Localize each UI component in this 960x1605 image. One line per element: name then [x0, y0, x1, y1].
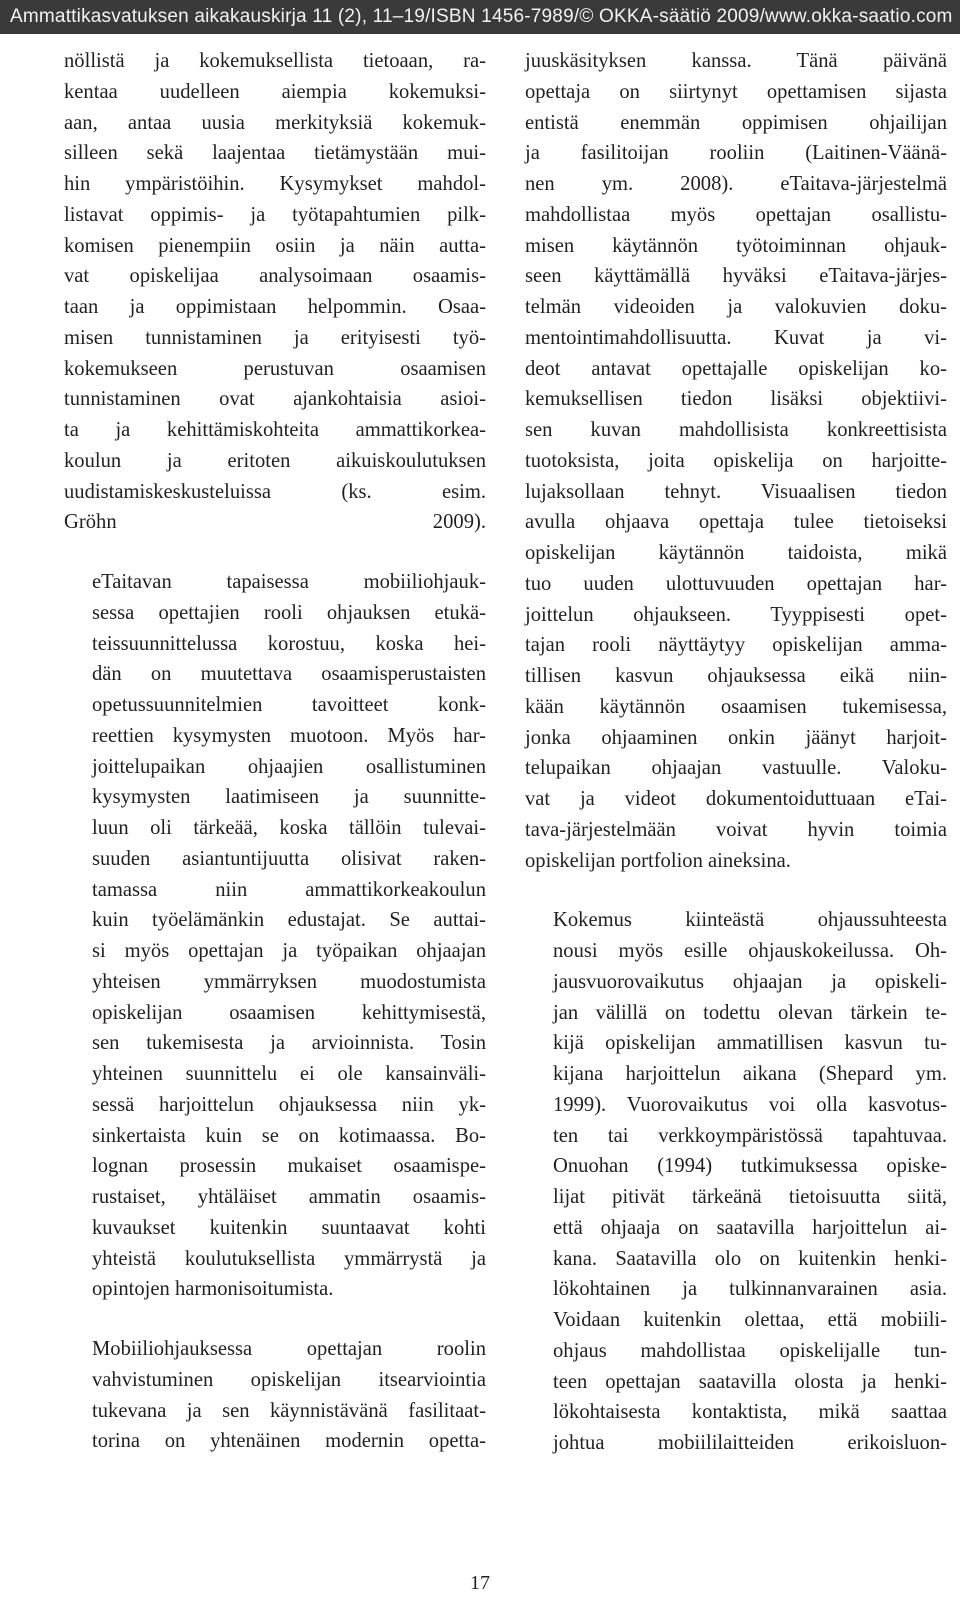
- text-line: opetussuunnitelmien tavoitteet konk-: [92, 694, 486, 716]
- text-line: telmän videoiden ja valokuvien doku-: [525, 296, 947, 318]
- left-column: [64, 46, 486, 1457]
- text-line: jonka ohjaaminen onkin jäänyt harjoit-: [525, 726, 947, 749]
- text-line: ten tai verkkoympäristössä tapahtuvaa.: [553, 1124, 947, 1147]
- text-line: opiskelijan käytännön taidoista, mikä: [525, 542, 947, 564]
- text-line: kijana harjoittelun aikana (Shepard ym.: [553, 1063, 947, 1085]
- text-line: kuvaukset kuitenkin suuntaavat kohti: [92, 1216, 486, 1239]
- text-line: dän on muutettava osaamisperustaisten: [92, 663, 486, 686]
- text-line: lökohtaisesta kontaktista, mikä saattaa: [553, 1401, 947, 1424]
- text-line: misen käytännön työtoiminnan ohjauk-: [525, 234, 947, 257]
- text-line: rustaiset, yhtäläiset ammatin osaamis-: [92, 1186, 486, 1208]
- text-line: Onuohan (1994) tutkimuksessa opiske-: [553, 1155, 947, 1178]
- text-line: opintojen harmonisoitumista.: [92, 1278, 334, 1301]
- text-line: hin ympäristöihin. Kysymykset mahdol-: [64, 173, 486, 195]
- left-paragraph-3: [64, 1334, 486, 1457]
- text-line: joittelun ohjaukseen. Tyyppisesti opet-: [525, 603, 947, 626]
- text-line: johtua mobiililaitteiden erikoisluon-: [553, 1432, 947, 1454]
- text-line: taan ja oppimistaan helpommin. Osaa-: [64, 296, 486, 318]
- journal-header: Ammattikasvatuksen aikakauskirja 11 (2), 11–19/ISBN 1456-7989/© OKKA-säätiö 2009/www.okka-saatio.com: [0, 0, 960, 34]
- text-line: tukevana ja sen käynnistävänä fasilitaat-: [92, 1399, 486, 1422]
- text-line: aan, antaa uusia merkityksiä kokemuk-: [64, 111, 486, 134]
- right-column: [525, 46, 947, 1459]
- text-line: luun oli tärkeää, koska tällöin tulevai-: [92, 817, 486, 839]
- text-line: tajan rooli näyttäytyy opiskelijan amma-: [525, 634, 947, 657]
- right-paragraph-2: [525, 905, 947, 1459]
- text-line: torina on yhtenäinen modernin opetta-: [92, 1430, 486, 1453]
- text-line: kemuksellisen tiedon lisäksi objektiivi-: [525, 388, 947, 411]
- text-line: että ohjaaja on saatavilla harjoittelun ai-: [553, 1216, 947, 1239]
- text-line: lökohtainen ja tulkinnanvarainen asia.: [553, 1278, 947, 1301]
- text-line: komisen pienempiin osiin ja näin autta-: [64, 234, 486, 257]
- text-line: ta ja kehittämiskohteita ammattikorkea-: [64, 419, 486, 441]
- text-line: deot antavat opettajalle opiskelijan ko-: [525, 357, 947, 380]
- text-line: reettien kysymysten muotoon. Myös har-: [92, 724, 486, 747]
- text-line: ohjaus mahdollistaa opiskelijalle tun-: [553, 1339, 947, 1362]
- text-line: avulla ohjaava opettaja tulee tietoiseksi: [525, 511, 947, 534]
- text-line: opiskelijan portfolion aineksina.: [525, 849, 791, 872]
- text-line: sen tukemisesta ja arvioinnista. Tosin: [92, 1032, 486, 1055]
- text-line: suuden asiantuntijuutta olisivat raken-: [92, 847, 486, 870]
- text-line: kijä opiskelijan ammatillisen kasvun tu-: [553, 1032, 947, 1055]
- text-line: juuskäsityksen kanssa. Tänä päivänä: [525, 50, 947, 72]
- text-line: Voidaan kuitenkin olettaa, että mobiili-: [553, 1309, 947, 1331]
- text-line: si myös opettajan ja työpaikan ohjaajan: [92, 940, 486, 962]
- text-line: ja fasilitoijan rooliin (Laitinen-Väänä-: [525, 142, 947, 165]
- text-line: listavat oppimis- ja työtapahtumien pilk-: [64, 203, 486, 226]
- text-line: kään käytännön osaamisen tukemisessa,: [525, 695, 947, 718]
- text-line: seen käyttämällä hyväksi eTaitava-järjes-: [525, 265, 947, 288]
- text-line: kokemukseen perustuvan osaamisen: [64, 357, 486, 380]
- text-line: teen opettajan saatavilla olosta ja henki-: [553, 1370, 947, 1393]
- text-line: nousi myös esille ohjauskokeilussa. Oh-: [553, 940, 947, 962]
- text-line: kuin työelämänkin edustajat. Se auttai-: [92, 909, 486, 932]
- text-line: kysymysten laatimiseen ja suunnitte-: [92, 786, 486, 809]
- text-line: uudistamiskeskusteluissa (ks. esim.: [64, 480, 486, 503]
- text-line: nen ym. 2008). eTaitava-järjestelmä: [525, 173, 947, 195]
- text-line: mentointimahdollisuutta. Kuvat ja vi-: [525, 326, 947, 349]
- text-line: mahdollistaa myös opettajan osallistu-: [525, 203, 947, 226]
- text-line: vat ja videot dokumentoiduttuaan eTai-: [525, 788, 947, 810]
- text-line: jausvuorovaikutus ohjaajan ja opiskeli-: [553, 970, 947, 993]
- text-line: tamassa niin ammattikorkeakoulun: [92, 878, 486, 901]
- text-line: yhteistä koulutuksellista ymmärrystä ja: [92, 1247, 486, 1270]
- text-line: sen kuvan mahdollisista konkreettisista: [525, 419, 947, 441]
- text-line: yhteisen ymmärryksen muodostumista: [92, 970, 486, 993]
- text-line: kana. Saatavilla olo on kuitenkin henki-: [553, 1247, 947, 1270]
- left-paragraph-2: [64, 567, 486, 1305]
- text-line: 1999). Vuorovaikutus voi olla kasvotus-: [553, 1093, 947, 1116]
- text-line: opiskelijan osaamisen kehittymisestä,: [92, 1001, 486, 1024]
- text-line: entistä enemmän oppimisen ohjailijan: [525, 111, 947, 134]
- text-line: sessa opettajien rooli ohjauksen etukä-: [92, 601, 486, 624]
- text-line: sinkertaista kuin se on kotimaassa. Bo-: [92, 1124, 486, 1147]
- text-line: lujaksollaan tehnyt. Visuaalisen tiedon: [525, 480, 947, 503]
- text-line: tava-järjestelmään voivat hyvin toimia: [525, 818, 947, 841]
- text-line: Mobiiliohjauksessa opettajan roolin: [92, 1338, 486, 1360]
- text-line: kentaa uudelleen aiempia kokemuksi-: [64, 80, 486, 103]
- right-paragraph-1: [525, 46, 947, 876]
- text-line: vat opiskelijaa analysoimaan osaamis-: [64, 265, 486, 288]
- text-line: tunnistaminen ovat ajankohtaisia asioi-: [64, 388, 486, 411]
- text-line: koulun ja eritoten aikuiskoulutuksen: [64, 449, 486, 472]
- text-line: Gröhn 2009).: [64, 511, 486, 534]
- text-line: eTaitavan tapaisessa mobiiliohjauk-: [92, 571, 486, 593]
- text-line: yhteinen suunnittelu ei ole kansainväli-: [92, 1063, 486, 1085]
- text-line: Kokemus kiinteästä ohjaussuhteesta: [553, 909, 947, 932]
- text-line: silleen sekä laajentaa tietämystään mui-: [64, 142, 486, 165]
- text-line: sessä harjoittelun ohjauksessa niin yk-: [92, 1093, 486, 1116]
- page-number: 17: [470, 1572, 490, 1594]
- text-line: vahvistuminen opiskelijan itsearviointia: [92, 1368, 486, 1391]
- left-paragraph-1: [64, 46, 486, 538]
- text-line: tillisen kasvun ohjauksessa eikä niin-: [525, 665, 947, 687]
- text-line: jan välillä on todettu olevan tärkein te-: [553, 1001, 947, 1024]
- text-line: teissuunnittelussa korostuu, koska hei-: [92, 632, 486, 655]
- text-line: lijat pitivät tärkeänä tietoisuutta siitä,: [553, 1186, 947, 1208]
- text-line: opettaja on siirtynyt opettamisen sijasta: [525, 80, 947, 103]
- text-line: nöllistä ja kokemuksellista tietoaan, ra-: [64, 50, 486, 72]
- text-line: tuo uuden ulottuvuuden opettajan har-: [525, 572, 947, 595]
- text-line: lognan prosessin mukaiset osaamispe-: [92, 1155, 486, 1178]
- text-line: joittelupaikan ohjaajien osallistuminen: [92, 755, 486, 778]
- text-line: telupaikan ohjaajan vastuulle. Valoku-: [525, 757, 947, 780]
- text-line: tuotoksista, joita opiskelija on harjoitte-: [525, 449, 947, 472]
- text-line: misen tunnistaminen ja erityisesti työ-: [64, 326, 486, 349]
